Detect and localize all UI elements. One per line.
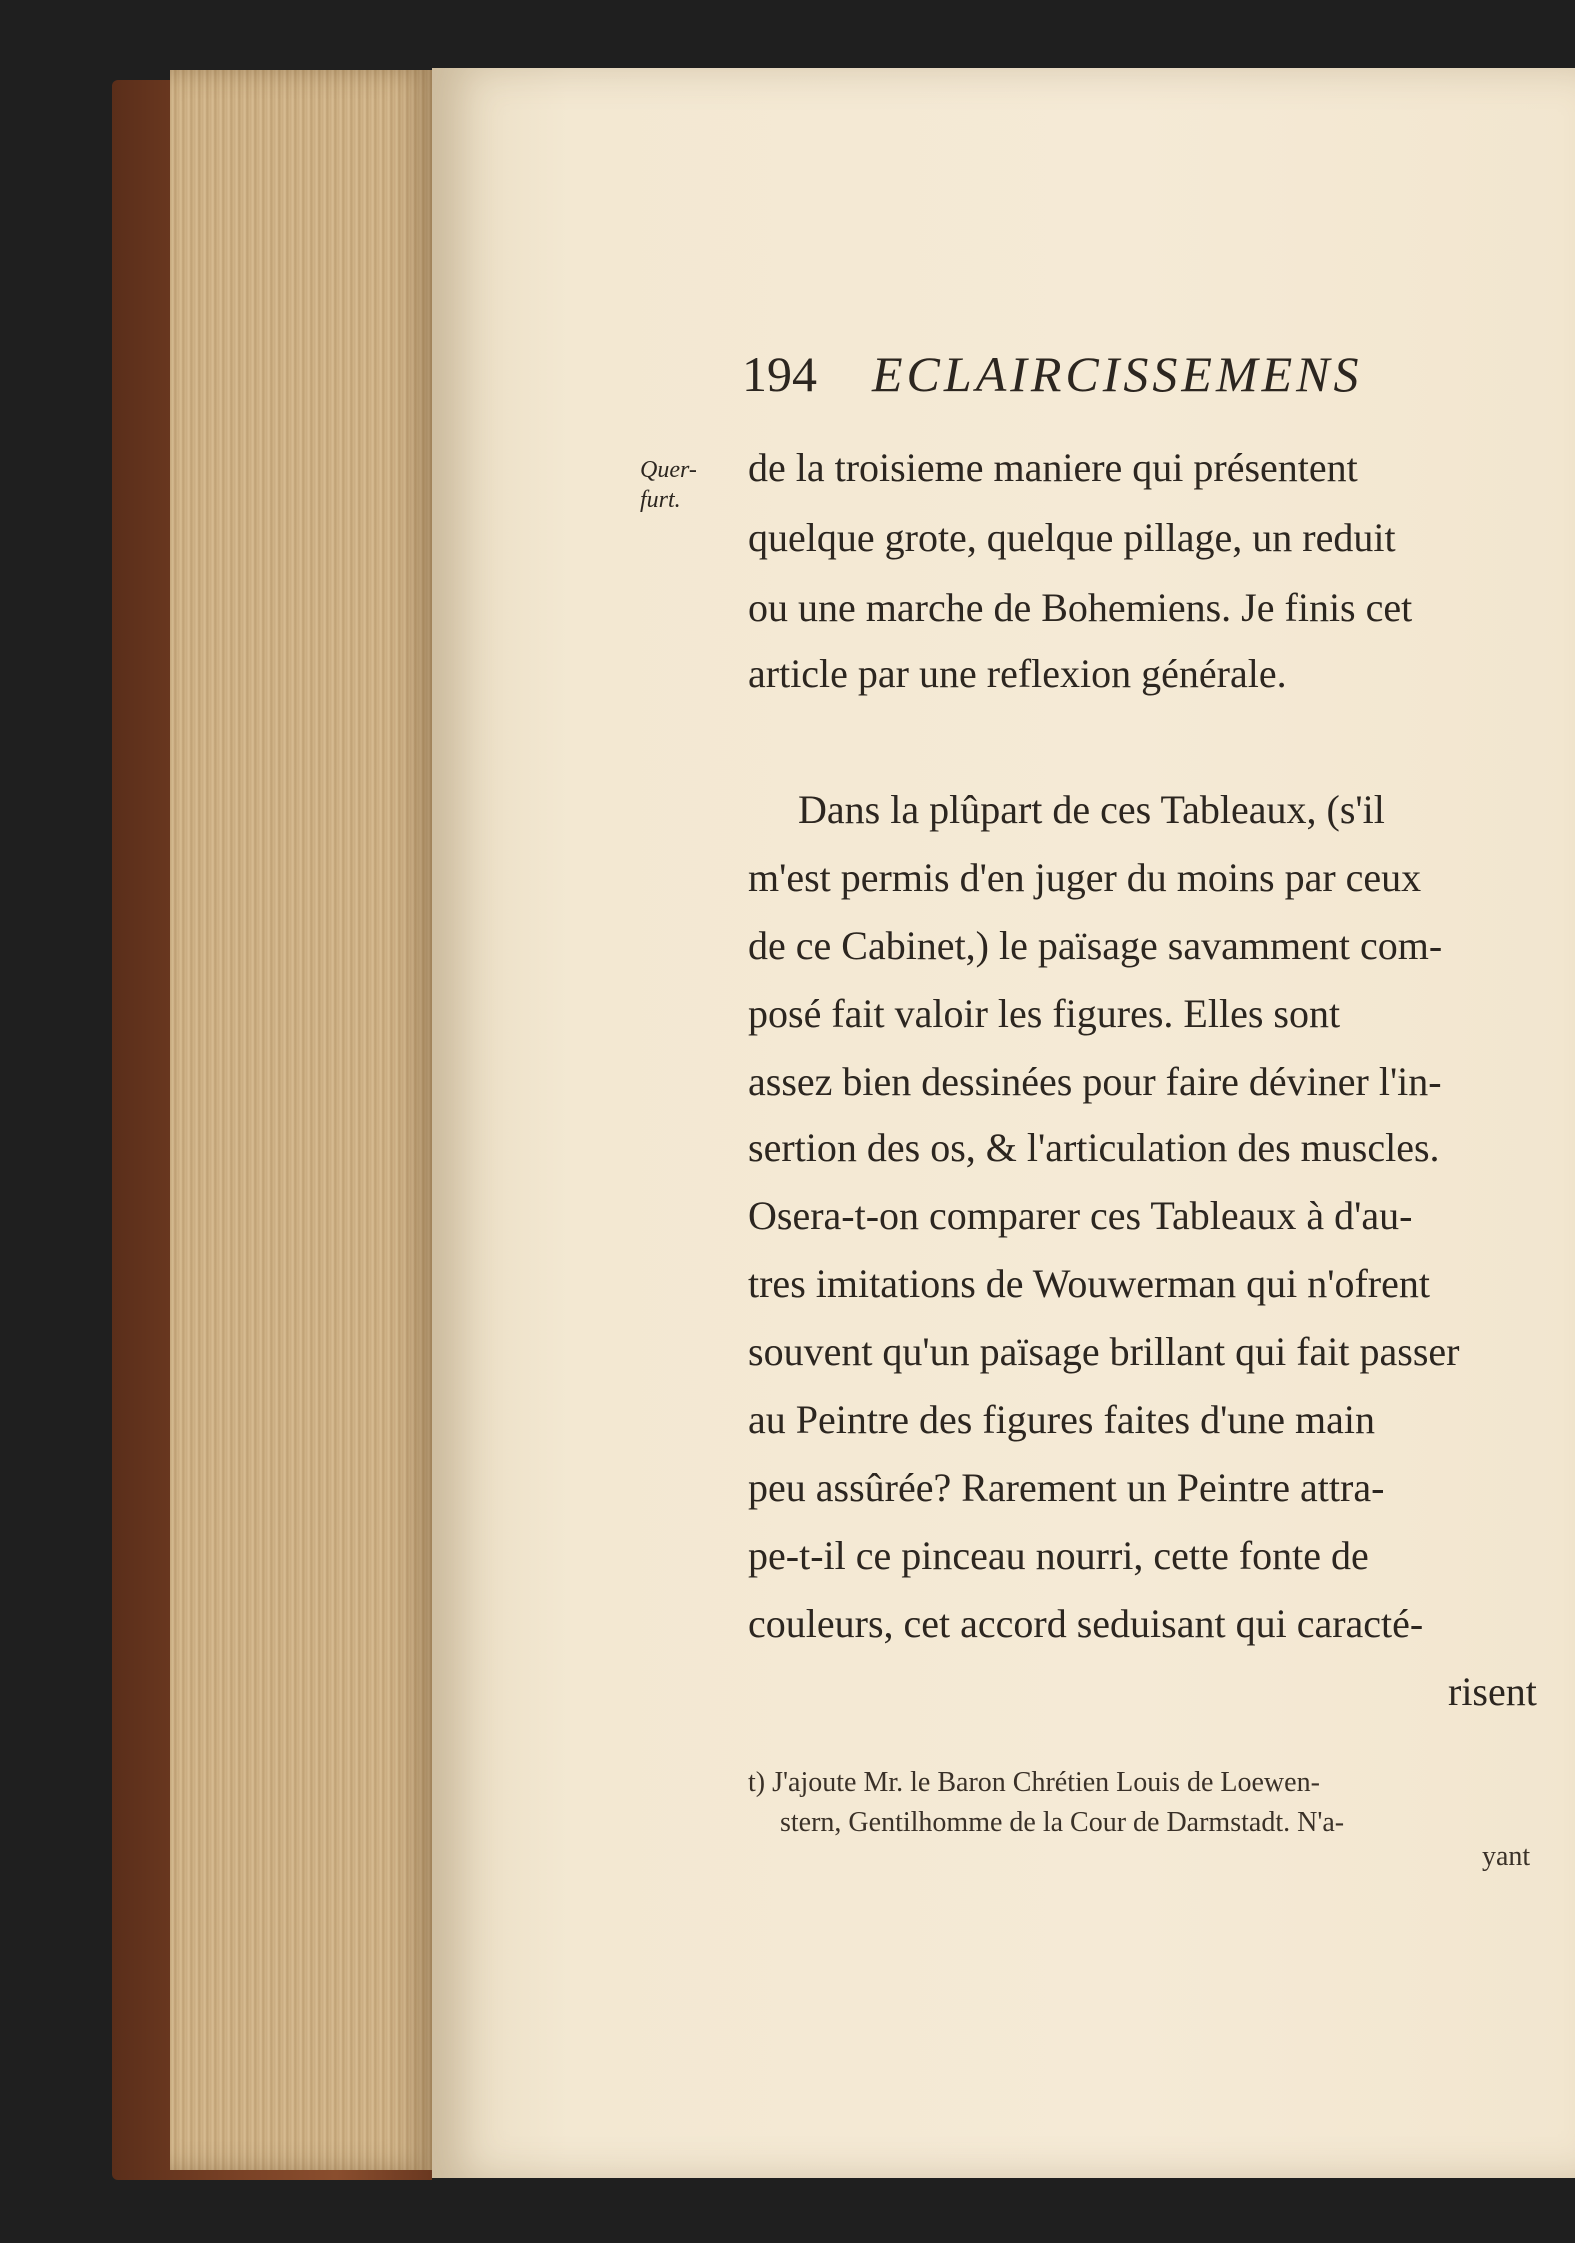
margin-note-line: furt. bbox=[640, 487, 681, 513]
page-number: 194 bbox=[742, 346, 817, 402]
body-line: Dans la plûpart de ces Tableaux, (s'il bbox=[798, 787, 1385, 832]
footnote-line: t) J'ajoute Mr. le Baron Chrétien Louis de Loewen- bbox=[748, 1767, 1320, 1798]
margin-note bbox=[640, 455, 697, 515]
body-line: de ce Cabinet,) le païsage savamment com- bbox=[748, 923, 1443, 968]
margin-note-line: Quer- bbox=[640, 457, 697, 483]
body-line: pe-t-il ce pinceau nourri, cette fonte de bbox=[748, 1533, 1369, 1578]
running-title: ECLAIRCISSEMENS bbox=[872, 346, 1363, 402]
body-line: tres imitations de Wouwerman qui n'ofrent bbox=[748, 1261, 1430, 1306]
body-line: m'est permis d'en juger du moins par ceux bbox=[748, 855, 1422, 900]
body-line: au Peintre des figures faites d'une main bbox=[748, 1397, 1376, 1442]
body-line: de la troisieme maniere qui présentent bbox=[748, 445, 1358, 490]
page-block-edges bbox=[170, 70, 435, 2170]
body-line: souvent qu'un païsage brillant qui fait passer bbox=[748, 1329, 1460, 1374]
footnote-line: yant bbox=[1482, 1841, 1531, 1872]
body-line: quelque grote, quelque pillage, un reduit bbox=[748, 515, 1396, 560]
body-line: ou une marche de Bohemiens. Je finis cet bbox=[748, 585, 1413, 630]
body-line: peu assûrée? Rarement un Peintre attra- bbox=[748, 1465, 1385, 1510]
footnote-line: stern, Gentilhomme de la Cour de Darmstadt. N'a- bbox=[780, 1807, 1345, 1838]
body-line: couleurs, cet accord seduisant qui caracté- bbox=[748, 1601, 1424, 1646]
catchword: risent bbox=[1448, 1669, 1537, 1714]
body-line: assez bien dessinées pour faire déviner l'in- bbox=[748, 1059, 1442, 1104]
body-line: article par une reflexion générale. bbox=[748, 651, 1287, 696]
body-line: posé fait valoir les figures. Elles sont bbox=[748, 991, 1341, 1036]
body-line: sertion des os, & l'articulation des muscles. bbox=[748, 1125, 1440, 1170]
body-line: Osera-t-on comparer ces Tableaux à d'au- bbox=[748, 1193, 1413, 1238]
